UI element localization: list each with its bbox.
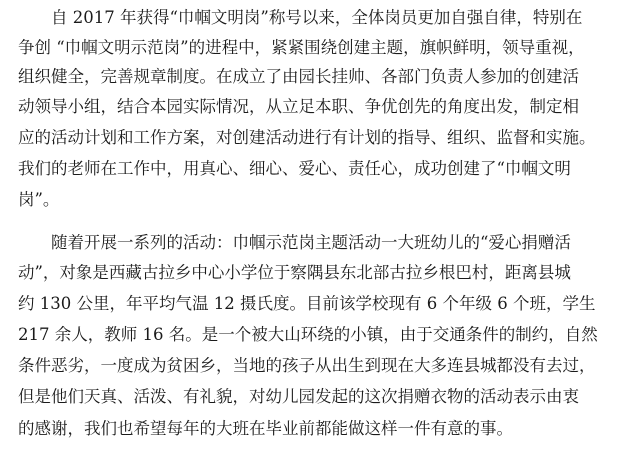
paragraph-line: 条件恶劣，一度成为贫困乡，当地的孩子从出生到现在大多连县城都没有去过， [18,356,596,375]
paragraph-line: 我们的老师在工作中，用真心、细心、爱心、责任心，成功创建了“巾帼文明 [18,159,571,178]
paragraph-line: 岗”。 [18,190,60,209]
paragraph-line: 的感谢，我们也希望每年的大班在毕业前都能做这样一件有意的事。 [18,419,513,438]
paragraph-line: 动领导小组，结合本园实际情况，从立足本职、争优创先的角度出发，制定相 [18,97,579,116]
paragraph-line: 应的活动计划和工作方案，对创建活动进行有计划的指导、组织、监督和实施。 [18,128,596,147]
paragraph-line: 随着开展一系列的活动：巾帼示范岗主题活动一大班幼儿的“爱心捐赠活 [18,233,571,252]
paragraph-line: 动”，对象是西藏古拉乡中心小学位于察隅县东北部古拉乡根巴村，距离县城 [18,263,571,282]
paragraph-line: 自 2017 年获得“巾帼文明岗”称号以来，全体岗员更加自强自律，特别在 [18,8,583,27]
paragraph-line: 约 130 公里，年平均气温 12 摄氏度。目前该学校现有 6 个年级 6 个班，学生 [18,294,596,313]
paragraph-line: 争创 “巾帼文明示范岗”的进程中，紧紧围绕创建主题，旗帜鲜明，领导重视， [18,38,585,57]
paragraph-line: 组织健全，完善规章制度。在成立了由园长挂帅、各部门负责人参加的创建活 [18,67,579,86]
paragraph-line: 但是他们天真、活泼、有礼貌，对幼儿园发起的这次捐赠衣物的活动表示由衷 [18,387,579,406]
paragraph-line: 217 余人，教师 16 名。是一个被大山环绕的小镇，由于交通条件的制约，自然 [18,325,598,344]
